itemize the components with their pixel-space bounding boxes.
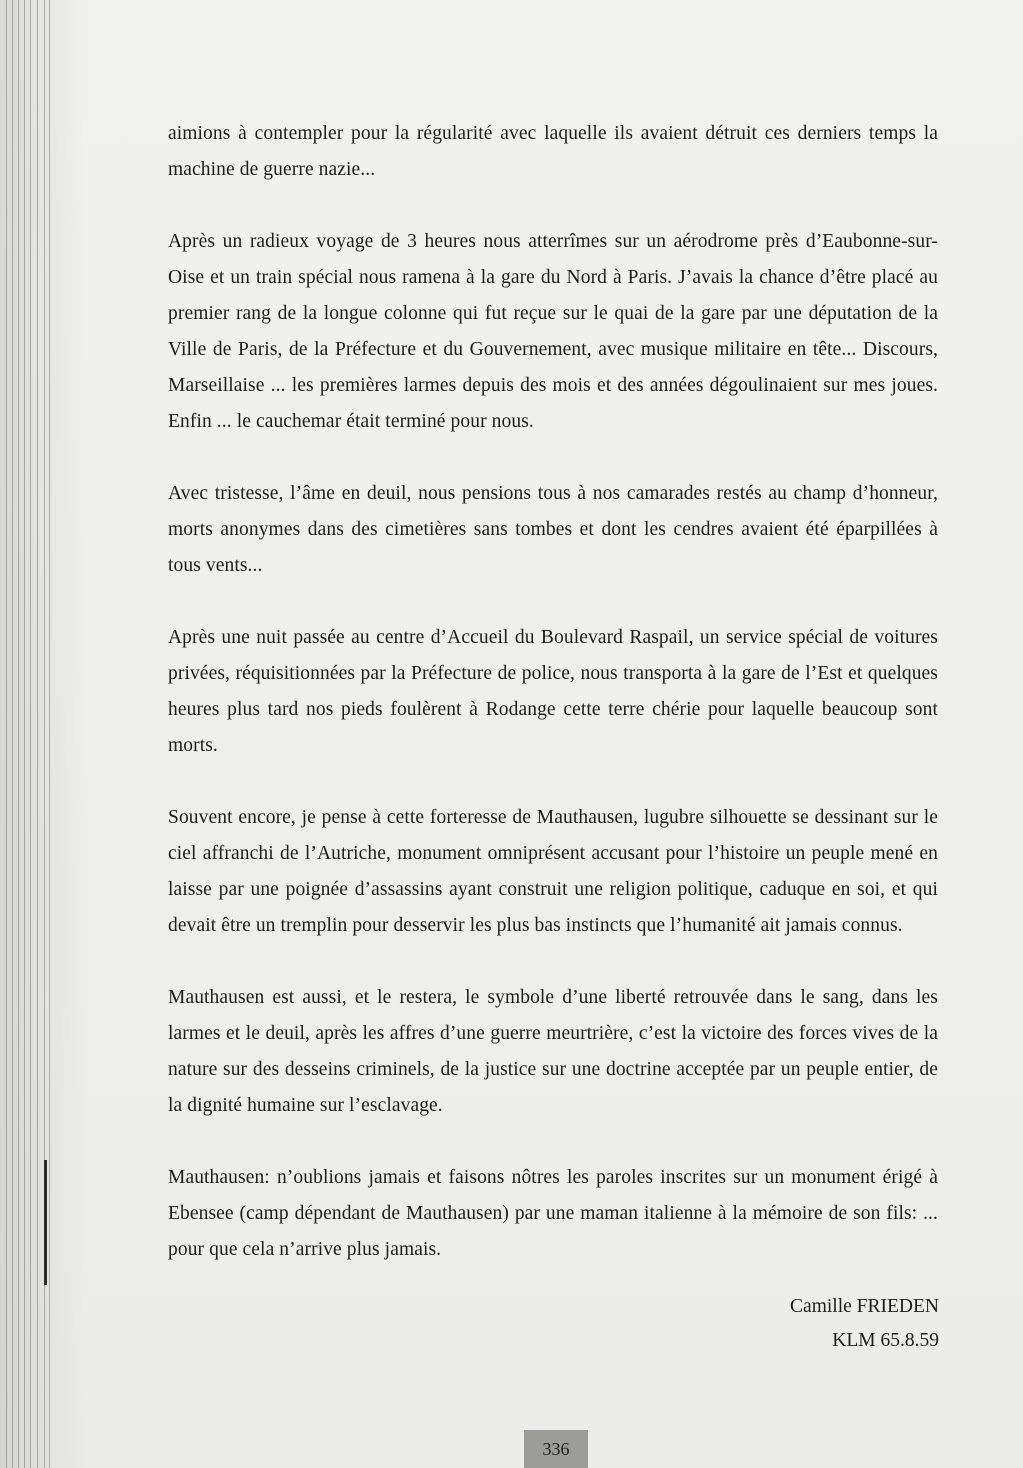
paragraph: Après un radieux voyage de 3 heures nous atterrîmes sur un aérodrome près d’Eaubonne-sur-Oise et un train spécial nous ramena à la gare du Nord à Paris. J’avais la chance d’être placé au premier rang de la longue colonne qui fut reçue sur le quai de la gare par une députation de la Ville de Paris, de la Préfecture et du Gouvernement, avec musique militaire en tête... Discours, Marseillaise ... les premières larmes depuis des mois et des années dégoulinaient sur mes joues. Enfin ... le cauchemar était terminé pour nous.: [168, 231, 938, 432]
page-edge-line: [6, 0, 7, 1468]
page-edge-line: [18, 0, 19, 1468]
page-edge-line: [37, 0, 38, 1468]
signature-block: [790, 1290, 939, 1358]
page-edge-line: [12, 0, 13, 1468]
paragraph: Mauthausen: n’oublions jamais et faisons nôtres les paroles inscrites sur un monument érigé à Ebensee (camp dépendant de Mauthausen) par une maman italienne à la mémoire de son fils: ... pour que cela n’arrive plus jamais.: [168, 1167, 938, 1260]
page-edge-line: [24, 0, 25, 1468]
paragraph: Avec tristesse, l’âme en deuil, nous pensions tous à nos camarades restés au champ d’honneur, morts anonymes dans des cimetières sans tombes et dont les cendres avaient été éparpillées à tous vents...: [168, 483, 938, 576]
author-reference: KLM 65.8.59: [832, 1330, 939, 1351]
page-edge-line: [30, 0, 31, 1468]
paragraph: aimions à contempler pour la régularité avec laquelle ils avaient détruit ces derniers temps la machine de guerre nazie...: [168, 123, 938, 180]
author-name: Camille FRIEDEN: [790, 1296, 939, 1317]
spine-mark: [44, 1160, 47, 1285]
paragraph: Après une nuit passée au centre d’Accueil du Boulevard Raspail, un service spécial de voitures privées, réquisitionnées par la Préfecture de police, nous transporta à la gare de l’Est et quelques heures plus tard nos pieds foulèrent à Rodange cette terre chérie pour laquelle beaucoup sont morts.: [168, 627, 938, 756]
page-edge-line: [49, 0, 50, 1468]
paragraph: Souvent encore, je pense à cette forteresse de Mauthausen, lugubre silhouette se dessinant sur le ciel affranchi de l’Autriche, monument omniprésent accusant pour l’histoire un peuple mené en laisse par une poignée d’assassins ayant construit une religion politique, caduque en soi, et qui devait être un tremplin pour desservir les plus bas instincts que l’humanité ait jamais connus.: [168, 807, 938, 936]
body-text: [168, 116, 938, 1304]
paragraph: Mauthausen est aussi, et le restera, le symbole d’une liberté retrouvée dans le sang, dans les larmes et le deuil, après les affres d’une guerre meurtrière, c’est la victoire des forces vives de la nature sur des desseins criminels, de la justice sur une doctrine acceptée par un peuple entier, de la dignité humaine sur l’esclavage.: [168, 987, 938, 1116]
page-number: 336: [524, 1430, 588, 1468]
